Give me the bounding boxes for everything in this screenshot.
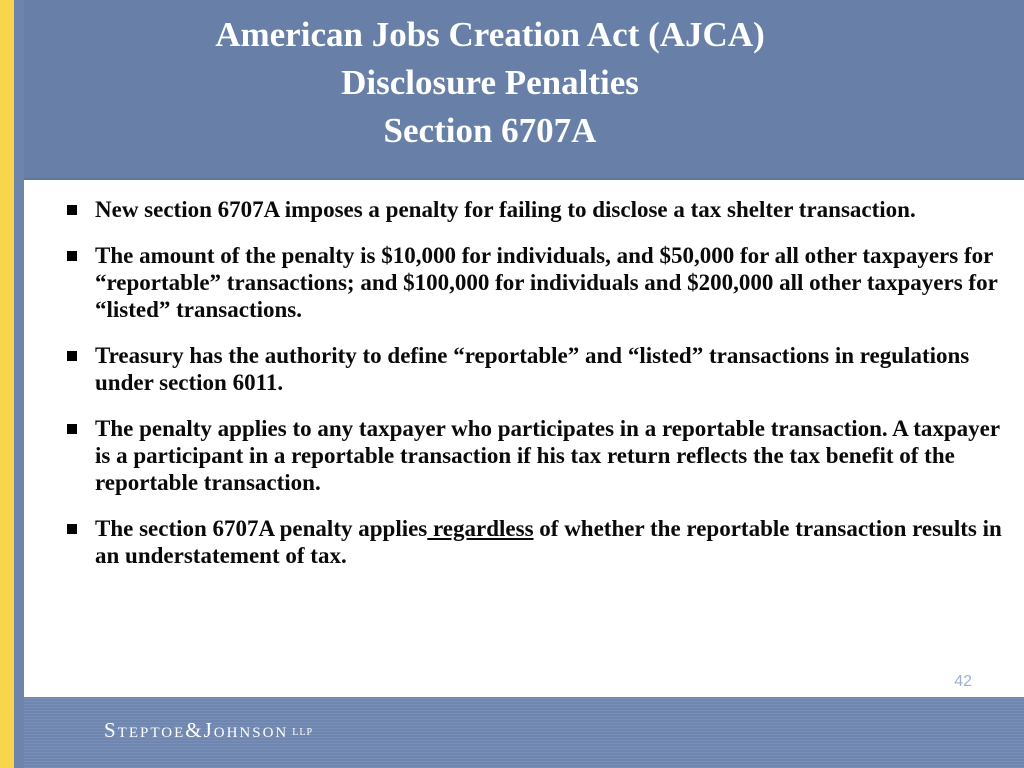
bullet-text-start: The section 6707A penalty applies: [95, 516, 428, 541]
bullet-text: The penalty applies to any taxpayer who participates in a reportable transaction. A taxpayer is a participant in a reportable transaction if his tax return reflects the tax benefit of the reportable transaction.: [95, 416, 1000, 495]
firm-logo: [104, 718, 313, 743]
bullet-text: Treasury has the authority to define “reportable” and “listed” transactions in regulations under section 6011.: [95, 343, 970, 395]
left-accent-band-blue: [14, 0, 24, 768]
bullet-item: [24, 196, 1024, 223]
firm-logo-name: Steptoe&Johnson: [104, 718, 289, 742]
firm-logo-suffix: LLP: [292, 726, 314, 738]
square-bullet-icon: [67, 524, 77, 534]
square-bullet-icon: [67, 351, 77, 361]
bullet-item: [24, 342, 1024, 396]
slide-header: [24, 0, 1024, 180]
slide-page-number: 42: [954, 673, 972, 690]
bullet-list: [24, 196, 1024, 588]
left-accent-band-yellow: [0, 0, 14, 768]
square-bullet-icon: [67, 424, 77, 434]
bullet-text-underlined: regardless: [427, 516, 534, 541]
bullet-text: The amount of the penalty is $10,000 for individuals, and $50,000 for all other taxpayers for “reportable” transactions; and $100,000 for individuals and $200,000 all other taxpayers for “listed” transactions.: [95, 243, 998, 322]
bullet-item: [24, 242, 1024, 323]
slide-footer: [24, 697, 1024, 768]
bullet-text: New section 6707A imposes a penalty for failing to disclose a tax shelter transaction.: [95, 197, 916, 222]
bullet-item: [24, 415, 1024, 496]
slide-title-line-3: Section 6707A: [383, 111, 597, 150]
bullet-item: [24, 515, 1024, 569]
slide-title-line-2: Disclosure Penalties: [341, 63, 639, 102]
slide-title-line-1: American Jobs Creation Act (AJCA): [215, 15, 765, 54]
square-bullet-icon: [67, 251, 77, 261]
bullet-text-end: of whether the reportable transaction results in an understatement of tax.: [95, 516, 1002, 568]
square-bullet-icon: [67, 205, 77, 215]
